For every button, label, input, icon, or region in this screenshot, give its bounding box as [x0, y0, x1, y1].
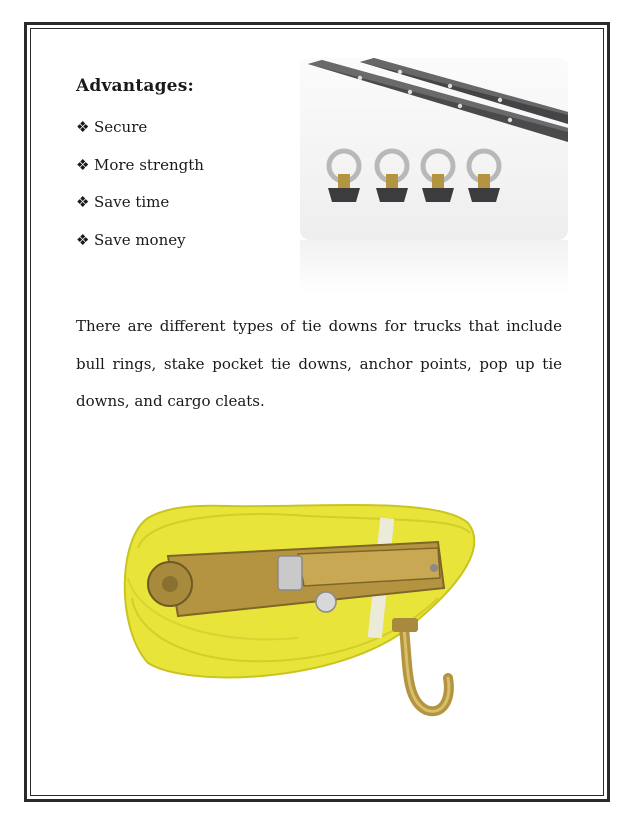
ring-fitting-icon [468, 151, 500, 202]
advantages-heading: Advantages: [76, 76, 194, 96]
advantage-label: Secure [94, 118, 148, 136]
diamond-bullet-icon: ❖ [76, 155, 90, 174]
ring-fitting-icon [422, 151, 454, 202]
body-paragraph: There are different types of tie downs for trucks that include bull rings, stake pocket tie downs, anchor points, pop up tie downs, and cargo cleats. [76, 317, 562, 410]
advantage-label: More strength [94, 155, 204, 174]
ring-fitting-icon [328, 151, 360, 202]
track-rail-icon [360, 58, 568, 124]
diamond-bullet-icon: ❖ [76, 230, 90, 249]
track-rails-image [300, 58, 568, 240]
image-reflection [300, 240, 568, 294]
ratchet-strap-image [108, 478, 508, 722]
list-item [76, 231, 204, 269]
ring-fitting-icon [376, 151, 408, 202]
list-item [76, 193, 204, 231]
j-hook-icon [392, 618, 449, 711]
advantage-label: Save time [94, 193, 170, 211]
advantages-list [76, 118, 204, 268]
track-rail-icon [308, 60, 568, 142]
list-item [76, 118, 204, 156]
diamond-bullet-icon: ❖ [76, 193, 90, 211]
list-item [76, 156, 204, 194]
diamond-bullet-icon: ❖ [76, 118, 90, 136]
advantage-label: Save money [94, 230, 186, 249]
